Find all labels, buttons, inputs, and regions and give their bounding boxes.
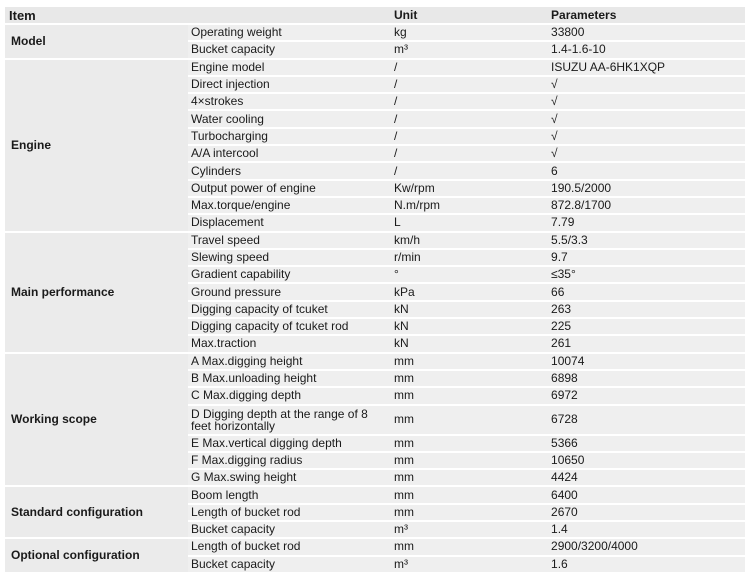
table-row [5, 60, 745, 75]
parameter-unit: km/h [391, 233, 548, 248]
parameter-value: 5366 [548, 436, 745, 451]
parameter-name: Max.torque/engine [188, 198, 391, 213]
parameter-value: 7.79 [548, 215, 745, 230]
parameter-unit: mm [391, 505, 548, 520]
parameter-unit: mm [391, 371, 548, 386]
parameter-name: Bucket capacity [188, 522, 391, 537]
parameter-name: A Max.digging height [188, 354, 391, 369]
parameter-name: Slewing speed [188, 250, 391, 265]
parameter-value: 9.7 [548, 250, 745, 265]
group-label: Main performance [5, 233, 188, 352]
parameter-value: 5.5/3.3 [548, 233, 745, 248]
group-label: Optional configuration [5, 539, 188, 572]
parameter-unit: / [391, 129, 548, 144]
parameter-value: 4424 [548, 470, 745, 485]
parameter-value: 1.6 [548, 557, 745, 572]
parameter-unit: mm [391, 354, 548, 369]
parameter-name: Boom length [188, 487, 391, 502]
parameter-unit: / [391, 60, 548, 75]
parameter-name: Output power of engine [188, 181, 391, 196]
parameter-unit: / [391, 163, 548, 178]
parameter-value: √ [548, 146, 745, 161]
parameter-value: 6728 [548, 406, 745, 434]
parameter-name: Max.traction [188, 336, 391, 351]
group-label: Model [5, 25, 188, 58]
parameter-name: Length of bucket rod [188, 539, 391, 554]
parameter-name: Operating weight [188, 25, 391, 40]
parameter-unit: mm [391, 406, 548, 434]
parameter-name: Ground pressure [188, 284, 391, 299]
parameter-unit: / [391, 94, 548, 109]
table-row [5, 233, 745, 248]
parameter-value: 66 [548, 284, 745, 299]
parameter-value: 2670 [548, 505, 745, 520]
parameter-name: Travel speed [188, 233, 391, 248]
parameter-value: 872.8/1700 [548, 198, 745, 213]
parameter-value: √ [548, 77, 745, 92]
parameter-unit: L [391, 215, 548, 230]
parameter-unit: m³ [391, 522, 548, 537]
parameter-unit: / [391, 111, 548, 126]
parameter-name: Length of bucket rod [188, 505, 391, 520]
parameter-unit: kg [391, 25, 548, 40]
table-row [5, 354, 745, 369]
parameter-value: 263 [548, 302, 745, 317]
parameter-unit: kN [391, 336, 548, 351]
parameter-name: Gradient capability [188, 267, 391, 282]
parameter-value: √ [548, 111, 745, 126]
parameter-unit: kN [391, 302, 548, 317]
parameter-unit: mm [391, 539, 548, 554]
parameter-value: 190.5/2000 [548, 181, 745, 196]
parameter-value: 225 [548, 319, 745, 334]
parameter-value: ≤35° [548, 267, 745, 282]
parameter-value: 1.4-1.6-10 [548, 42, 745, 57]
table-header [5, 7, 745, 23]
parameter-unit: mm [391, 436, 548, 451]
specification-table [5, 5, 745, 574]
parameter-name: G Max.swing height [188, 470, 391, 485]
parameter-unit: mm [391, 470, 548, 485]
parameter-value: 261 [548, 336, 745, 351]
parameter-value: √ [548, 129, 745, 144]
parameter-value: 6898 [548, 371, 745, 386]
parameter-value: ISUZU AA-6HK1XQP [548, 60, 745, 75]
table-row [5, 487, 745, 502]
header-parameters: Parameters [548, 7, 745, 23]
parameter-unit: mm [391, 388, 548, 403]
header-item: Item [5, 7, 391, 23]
parameter-name: Engine model [188, 60, 391, 75]
header-unit: Unit [391, 7, 548, 23]
table-row [5, 25, 745, 40]
parameter-name: A/A intercool [188, 146, 391, 161]
parameter-name: 4×strokes [188, 94, 391, 109]
parameter-name: C Max.digging depth [188, 388, 391, 403]
parameter-unit: kN [391, 319, 548, 334]
parameter-name: Digging capacity of tcuket rod [188, 319, 391, 334]
parameter-unit: kPa [391, 284, 548, 299]
parameter-unit: mm [391, 487, 548, 502]
parameter-value: √ [548, 94, 745, 109]
parameter-name: Digging capacity of tcuket [188, 302, 391, 317]
header-row [5, 7, 745, 23]
parameter-name: B Max.unloading height [188, 371, 391, 386]
parameter-name: Direct injection [188, 77, 391, 92]
parameter-value: 2900/3200/4000 [548, 539, 745, 554]
parameter-name: E Max.vertical digging depth [188, 436, 391, 451]
parameter-value: 33800 [548, 25, 745, 40]
parameter-name: Bucket capacity [188, 557, 391, 572]
parameter-name: Cylinders [188, 163, 391, 178]
parameter-unit: mm [391, 453, 548, 468]
parameter-unit: / [391, 77, 548, 92]
parameter-unit: ° [391, 267, 548, 282]
parameter-unit: m³ [391, 42, 548, 57]
group-label: Working scope [5, 354, 188, 486]
parameter-name: F Max.digging radius [188, 453, 391, 468]
parameter-name: Bucket capacity [188, 42, 391, 57]
table-body [5, 25, 745, 572]
parameter-name: D Digging depth at the range of 8 feet horizontally [188, 406, 391, 434]
parameter-unit: r/min [391, 250, 548, 265]
parameter-value: 1.4 [548, 522, 745, 537]
group-label: Standard configuration [5, 487, 188, 537]
parameter-unit: m³ [391, 557, 548, 572]
parameter-value: 6 [548, 163, 745, 178]
group-label: Engine [5, 60, 188, 231]
parameter-unit: Kw/rpm [391, 181, 548, 196]
parameter-unit: / [391, 146, 548, 161]
parameter-unit: N.m/rpm [391, 198, 548, 213]
parameter-value: 10650 [548, 453, 745, 468]
parameter-value: 6972 [548, 388, 745, 403]
parameter-name: Water cooling [188, 111, 391, 126]
parameter-name: Turbocharging [188, 129, 391, 144]
parameter-name: Displacement [188, 215, 391, 230]
parameter-value: 10074 [548, 354, 745, 369]
parameter-value: 6400 [548, 487, 745, 502]
table-row [5, 539, 745, 554]
